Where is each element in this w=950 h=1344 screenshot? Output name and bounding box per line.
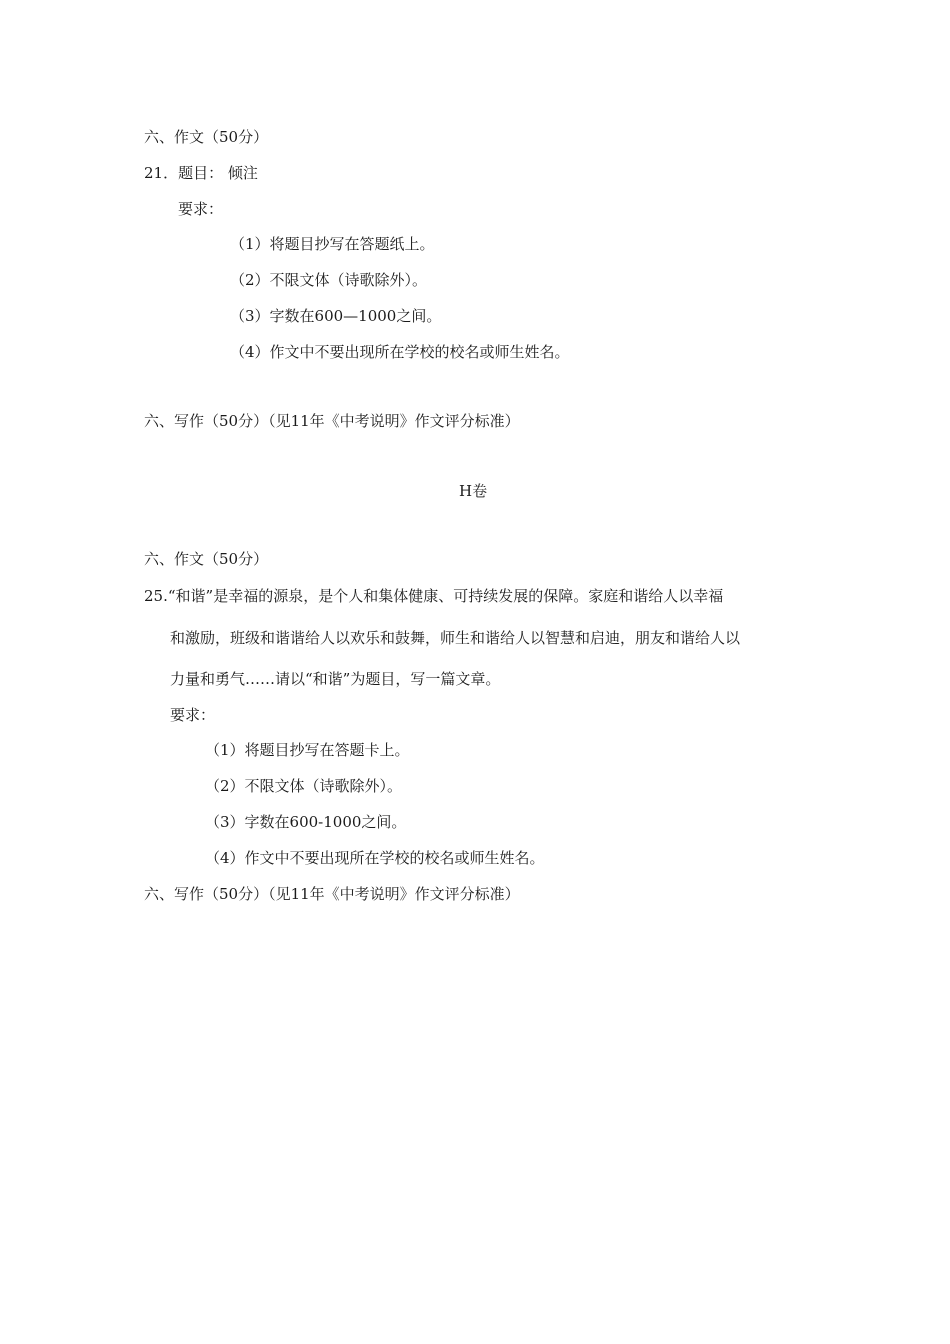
volume-title: H卷 — [459, 482, 488, 500]
section1-requirement-3: （3）字数在600—1000之间。 — [230, 307, 442, 325]
section2-requirement-3: （3）字数在600-1000之间。 — [205, 813, 407, 831]
section2-requirements-label: 要求： — [170, 706, 216, 724]
section2-requirement-1: （1）将题目抄写在答题卡上。 — [205, 741, 410, 759]
section1-question: 21．题目： 倾注 — [144, 164, 258, 182]
section2-requirement-2: （2）不限文体（诗歌除外）。 — [205, 777, 403, 795]
section2-requirement-4: （4）作文中不要出现所在学校的校名或师生姓名。 — [205, 849, 545, 867]
section2-scoring-note: 六、写作（50分）（见11年《中考说明》作文评分标准） — [144, 885, 520, 903]
section2-prompt-line-2: 和激励，班级和谐谐给人以欢乐和鼓舞，师生和谐给人以智慧和启迪，朋友和谐给人以 — [170, 629, 741, 647]
section1-requirement-1: （1）将题目抄写在答题纸上。 — [230, 235, 435, 253]
section1-requirement-4: （4）作文中不要出现所在学校的校名或师生姓名。 — [230, 343, 570, 361]
section2-heading: 六、作文（50分） — [144, 550, 269, 568]
section2-prompt-line-3: 力量和勇气……请以“和谐”为题目，写一篇文章。 — [170, 670, 501, 688]
section1-heading: 六、作文（50分） — [144, 128, 269, 146]
section1-requirements-label: 要求： — [178, 200, 224, 218]
section2-prompt-line-1: 25.“和谐”是幸福的源泉，是个人和集体健康、可持续发展的保障。家庭和谐给人以幸福 — [144, 587, 724, 605]
section1-requirement-2: （2）不限文体（诗歌除外）。 — [230, 271, 428, 289]
section1-scoring-note: 六、写作（50分）（见11年《中考说明》作文评分标准） — [144, 412, 520, 430]
